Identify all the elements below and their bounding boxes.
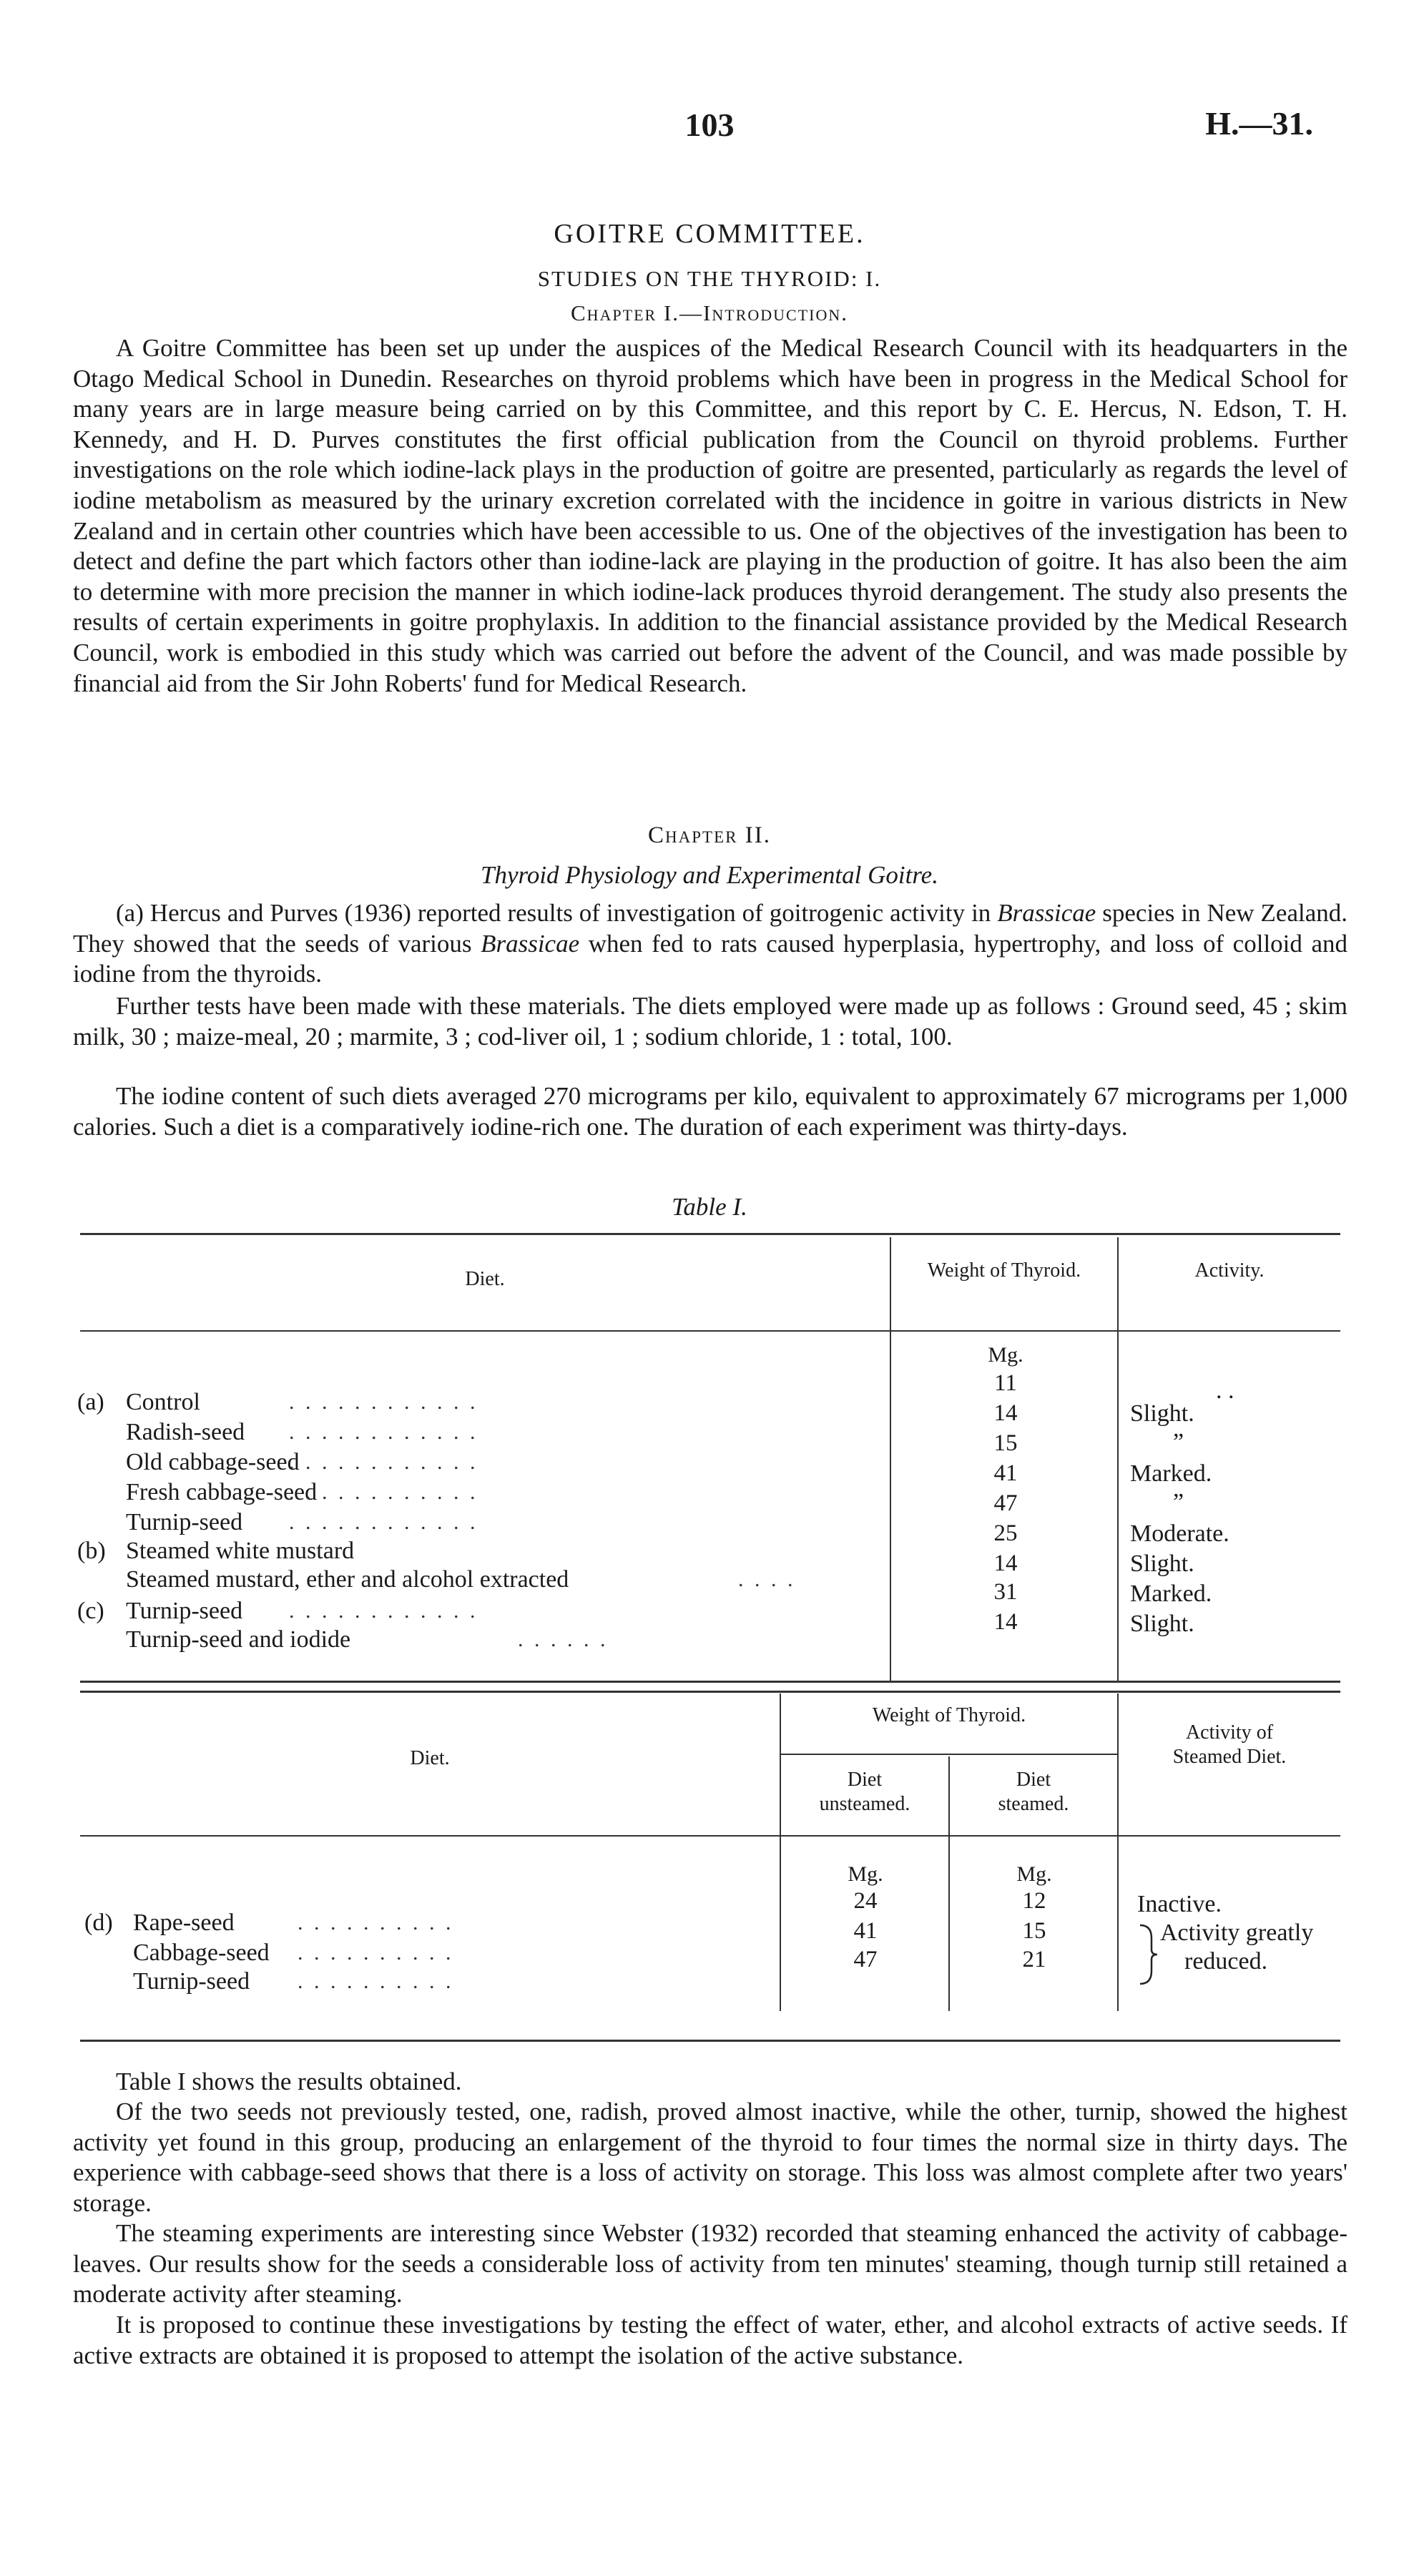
row-diet: Steamed white mustard xyxy=(126,1538,355,1564)
table-1-header-rule xyxy=(80,1330,1340,1332)
row-weight-steamed: 12 xyxy=(1022,1888,1046,1914)
leader-dots: . . . . . . . . . . . . xyxy=(289,1420,478,1444)
chapter-1-heading: Chapter I.—Introduction. xyxy=(570,300,848,325)
chapter-2-paragraph-2: Further tests have been made with these materials. The diets employed were made up as follows : Ground seed, 45 ; skim milk, 30 ; maize-meal, 20 ; marmite, 3 ; cod-liver oil, 1 ; sodium chloride, 1 : total, 100. xyxy=(73,992,1347,1051)
table-2-header-weight: Weight of Thyroid. xyxy=(872,1704,1026,1726)
row-weight-unsteamed: 41 xyxy=(853,1918,878,1944)
row-diet: Turnip-seed and iodide xyxy=(126,1626,351,1653)
table-1-top-rule xyxy=(80,1233,1340,1235)
row-weight: 14 xyxy=(993,1609,1018,1635)
row-activity: Moderate. xyxy=(1130,1520,1229,1547)
studies-title: STUDIES ON THE THYROID: I. xyxy=(537,266,882,291)
row-activity: ” xyxy=(1173,1429,1184,1455)
table-1-divider-2 xyxy=(1117,1237,1119,1681)
leader-dots: . . . . . . . . . . . . xyxy=(289,1510,478,1534)
row-weight: 15 xyxy=(993,1430,1018,1456)
closing-paragraph-2: Of the two seeds not previously tested, one, radish, proved almost inactive, while the other, turnip, showed the highest activity yet found in this group, producing an enlargement of the thyroid to four times the normal size in thirty days. The experience with cabbage-seed shows that there is a loss of activity on storage. This loss was almost complete after two years' storage. xyxy=(73,2098,1347,2217)
leader-dots: . . . . . . . . . . . . xyxy=(289,1480,478,1504)
table-2-subheader-rule xyxy=(781,1754,1117,1755)
row-group-label: (d) xyxy=(84,1909,113,1936)
row-diet: Cabbage-seed xyxy=(133,1940,270,1966)
table-1-header-weight: Weight of Thyroid. xyxy=(927,1259,1081,1282)
table-2-header-steamed: Diet steamed. xyxy=(998,1769,1069,1815)
intro-paragraph: A Goitre Committee has been set up under the auspices of the Medical Research Council with its headquarters in the Otago Medical School in Dunedin. Researches on thyroid problems which have been in progress in the Medical School for many years are in large measure being carried on by this Committee, and this report by C. E. Hercus, N. Edson, T. H. Kennedy, and H. D. Purves constitutes the first official publication from the Council on thyroid problems. Further investigations on the role which iodine-lack plays in the production of goitre are presented, particularly as regards the level of iodine metabolism as measured by the urinary excretion correlated with the incidence in goitre in various districts in New Zealand and in certain other countries which have been accessible to us. One of the objectives of the investigation has been to detect and define the part which factors other than iodine-lack are playing in the production of goitre. It has also been the aim to determine with more precision the manner in which iodine-lack produces thyroid derangement. The study also presents the results of certain experiments in goitre prophylaxis. In addition to the financial assistance provided by the Medical Research Council, work is embodied in this study which was carried out before the advent of the Council, and was made possible by financial aid from the Sir John Roberts' fund for Medical Research. xyxy=(73,334,1347,697)
chapter-2-subtitle: Thyroid Physiology and Experimental Goitre. xyxy=(481,861,938,889)
row-activity: . . xyxy=(1216,1377,1234,1404)
table-2-header-activity: Activity of Steamed Diet. xyxy=(1172,1721,1287,1768)
table-1-header-diet: Diet. xyxy=(465,1268,505,1290)
table-2-bottom-rule xyxy=(80,2040,1340,2042)
committee-title: GOITRE COMMITTEE. xyxy=(554,219,865,249)
row-activity: Slight. xyxy=(1130,1400,1194,1427)
row-weight: 25 xyxy=(993,1520,1018,1546)
row-diet: Turnip-seed xyxy=(133,1968,250,1995)
table-1-header-activity: Activity. xyxy=(1194,1259,1265,1282)
row-weight-unsteamed: 47 xyxy=(853,1947,878,1972)
table-2-unit-steamed: Mg. xyxy=(1016,1862,1052,1886)
row-diet: Fresh cabbage-seed xyxy=(126,1479,318,1505)
leader-dots: . . . . . . xyxy=(518,1628,609,1651)
table-2-divider-1 xyxy=(780,1693,781,2011)
row-activity: Slight. xyxy=(1130,1550,1194,1577)
leader-dots: . . . . . . . . . . xyxy=(298,1941,454,1965)
row-group-label: (c) xyxy=(77,1598,104,1624)
leader-dots: . . . . xyxy=(738,1568,796,1591)
table-1-bottom-rule xyxy=(80,1681,1340,1683)
row-activity: Slight. xyxy=(1130,1611,1194,1637)
table-1-caption: Table I. xyxy=(672,1193,747,1221)
row-weight: 14 xyxy=(993,1400,1018,1426)
curly-brace-icon xyxy=(1136,1922,1162,1987)
activity-reduced-line-1: Activity greatly xyxy=(1160,1919,1314,1946)
row-diet: Turnip-seed xyxy=(126,1509,243,1535)
row-diet: Rape-seed xyxy=(133,1909,235,1936)
row-activity: Marked. xyxy=(1130,1580,1212,1607)
table-2-unit-unsteamed: Mg. xyxy=(848,1862,883,1886)
activity-reduced-line-2: reduced. xyxy=(1184,1948,1268,1975)
table-2-top-rule xyxy=(80,1691,1340,1693)
row-diet: Steamed mustard, ether and alcohol extracted xyxy=(126,1566,569,1593)
leader-dots: . . . . . . . . . . . . xyxy=(289,1599,478,1623)
row-weight: 14 xyxy=(993,1550,1018,1576)
row-weight: 11 xyxy=(994,1370,1017,1396)
activity-inactive: Inactive. xyxy=(1137,1891,1222,1917)
closing-paragraph-1: Table I shows the results obtained. xyxy=(116,2068,462,2095)
table-1-unit: Mg. xyxy=(988,1343,1023,1367)
row-diet: Radish-seed xyxy=(126,1419,245,1445)
row-activity: Marked. xyxy=(1130,1460,1212,1487)
leader-dots: . . . . . . . . . . . . xyxy=(289,1390,478,1414)
table-2-header-rule xyxy=(80,1835,1340,1837)
row-diet: Control xyxy=(126,1389,200,1415)
row-weight-steamed: 21 xyxy=(1022,1947,1046,1972)
row-weight: 31 xyxy=(993,1579,1018,1605)
closing-paragraph-4: It is proposed to continue these investigations by testing the effect of water, ether, and alcohol extracts of active seeds. If active extracts are obtained it is proposed to attempt the isolation of the active substance. xyxy=(73,2311,1347,2369)
row-weight-unsteamed: 24 xyxy=(853,1888,878,1914)
chapter-2-heading: Chapter II. xyxy=(648,822,771,848)
row-group-label: (a) xyxy=(77,1389,104,1415)
leader-dots: . . . . . . . . . . xyxy=(298,1911,454,1935)
chapter-2-paragraph-1: (a) Hercus and Purves (1936) reported results of investigation of goitrogenic activity in Brassicae species in New Zealand. They showed that the seeds of various Brassicae when fed to rats caused hyperplasia, hypertrophy, and loss of colloid and iodine from the thyroids. xyxy=(73,899,1347,988)
row-weight-steamed: 15 xyxy=(1022,1918,1046,1944)
page-number: 103 xyxy=(684,107,735,143)
row-activity: ” xyxy=(1173,1489,1184,1515)
closing-paragraph-3: The steaming experiments are interesting since Webster (1932) recorded that steaming enhanced the activity of cabbage-leaves. Our results show for the seeds a considerable loss of activity from ten minutes' steaming, though turnip still retained a moderate activity after steaming. xyxy=(73,2219,1347,2309)
leader-dots: . . . . . . . . . . . . xyxy=(289,1450,478,1474)
row-diet: Old cabbage-seed xyxy=(126,1449,300,1475)
row-weight: 47 xyxy=(993,1490,1018,1516)
document-reference: H.—31. xyxy=(1205,105,1313,142)
table-1-divider-1 xyxy=(890,1237,891,1681)
row-group-label: (b) xyxy=(77,1538,106,1564)
table-2-header-diet: Diet. xyxy=(410,1747,450,1769)
chapter-2-paragraph-3: The iodine content of such diets averaged 270 micrograms per kilo, equivalent to approximately 67 micrograms per 1,000 calories. Such a diet is a comparatively iodine-rich one. The duration of each experiment was thirty-days. xyxy=(73,1082,1347,1141)
leader-dots: . . . . . . . . . . xyxy=(298,1970,454,1993)
row-diet: Turnip-seed xyxy=(126,1598,243,1624)
table-2-header-unsteamed: Diet unsteamed. xyxy=(819,1769,910,1815)
row-weight: 41 xyxy=(993,1460,1018,1486)
